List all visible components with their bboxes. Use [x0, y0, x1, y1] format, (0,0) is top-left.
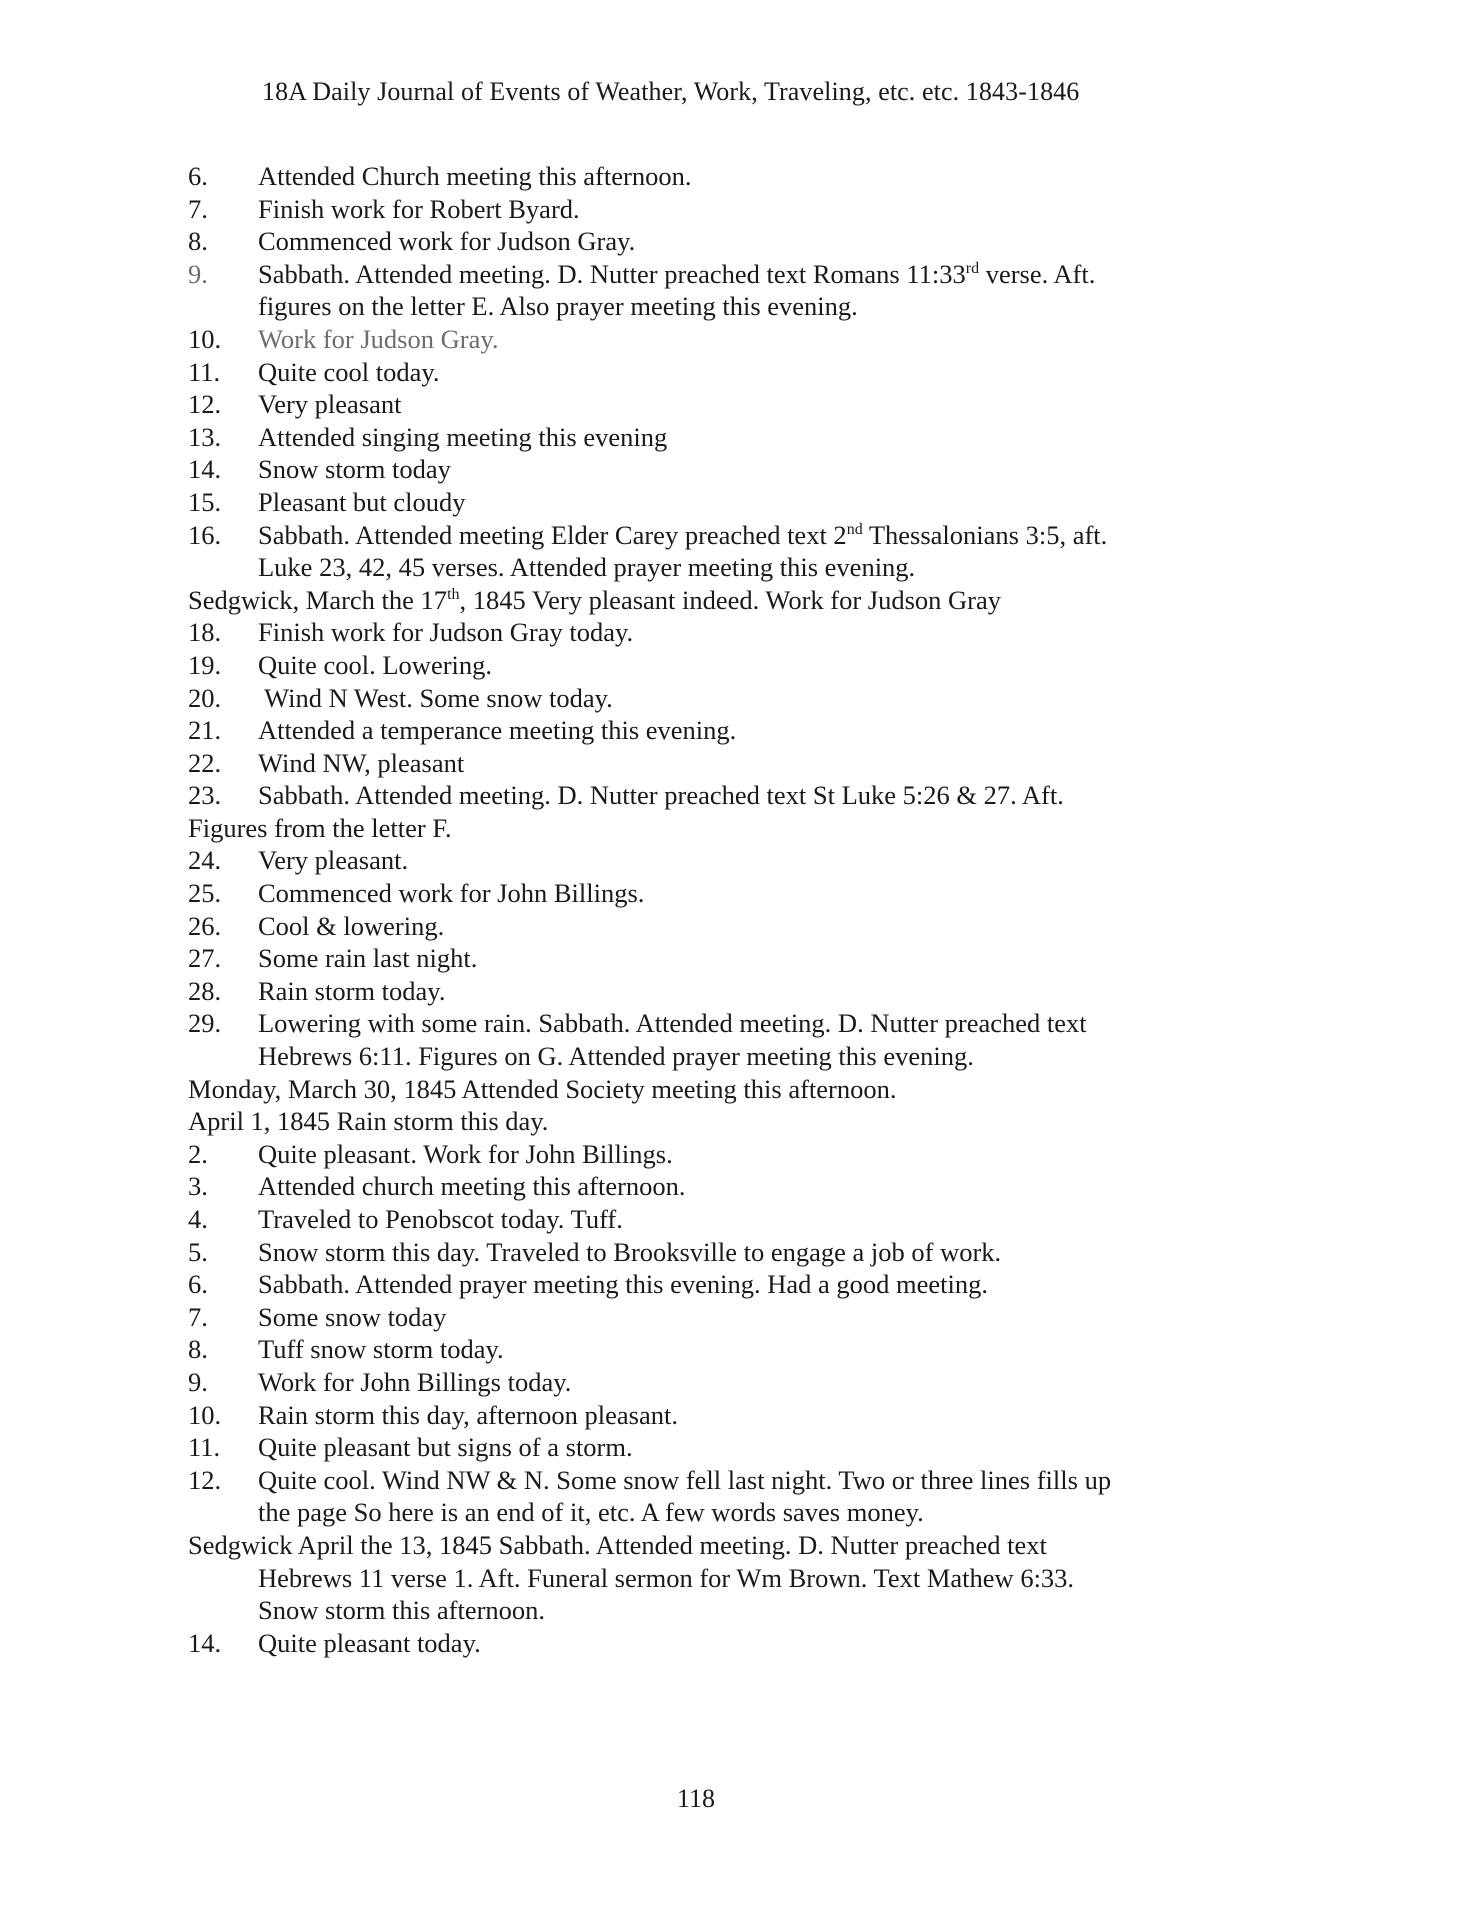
ordinal-suffix: th [447, 585, 460, 603]
journal-entry [188, 616, 1248, 649]
entry-text: Sedgwick, March the 17 [188, 584, 448, 615]
entry-number: 10. [188, 1399, 222, 1430]
entry-text: Finish work for Judson Gray today. [258, 617, 634, 648]
journal-entry [188, 844, 1248, 877]
entry-number: 8. [188, 226, 208, 257]
journal-entry [188, 1464, 1248, 1529]
entry-continuation: Hebrews 6:11. Figures on G. Attended prayer meeting this evening. [258, 1041, 974, 1072]
entry-text: , 1845 Very pleasant indeed. Work for Judson Gray [459, 584, 1002, 615]
entry-text: Quite pleasant. Work for John Billings. [258, 1138, 673, 1169]
entry-number: 5. [188, 1236, 208, 1267]
entry-text: Quite cool. Wind NW & N. Some snow fell last night. Two or three lines fills up [258, 1464, 1112, 1495]
entry-number: 14. [188, 454, 222, 485]
entry-continuation: Luke 23, 42, 45 verses. Attended prayer meeting this evening. [258, 552, 916, 583]
entry-number: 14. [188, 1627, 222, 1658]
journal-entry [188, 1301, 1248, 1334]
entry-text: verse. Aft. [979, 258, 1096, 289]
entry-continuation: Snow storm this afternoon. [258, 1595, 546, 1626]
entry-text: Commenced work for John Billings. [258, 878, 645, 909]
journal-entry [188, 388, 1248, 421]
journal-entry [188, 356, 1248, 389]
journal-entry [188, 1268, 1248, 1301]
journal-entry [188, 910, 1248, 943]
journal-entry [188, 519, 1248, 584]
entry-text: Finish work for Robert Byard. [258, 193, 580, 224]
entry-text: Attended church meeting this afternoon. [258, 1171, 686, 1202]
entry-number: 2. [188, 1138, 208, 1169]
journal-entry-continuation [188, 812, 1248, 845]
entry-text: Figures from the letter F. [188, 812, 452, 843]
entry-text: Quite pleasant but signs of a storm. [258, 1432, 633, 1463]
entry-number: 8. [188, 1334, 208, 1365]
ordinal-suffix: rd [965, 259, 980, 277]
entry-number: 26. [188, 910, 222, 941]
entry-text: Sabbath. Attended meeting. D. Nutter preached text Romans 11:33 [258, 258, 966, 289]
entry-number: 28. [188, 975, 222, 1006]
entry-text: Quite cool. Lowering. [258, 649, 493, 680]
entry-number: 16. [188, 519, 222, 550]
entry-text: Lowering with some rain. Sabbath. Attended meeting. D. Nutter preached text [258, 1008, 1087, 1039]
entry-text: Rain storm today. [258, 975, 446, 1006]
journal-entry [188, 747, 1248, 780]
journal-entries [188, 160, 1248, 1659]
entry-number: 15. [188, 486, 222, 517]
entry-number: 7. [188, 193, 208, 224]
journal-entry [188, 453, 1248, 486]
entry-number: 6. [188, 161, 208, 191]
entry-number: 9. [188, 1366, 208, 1397]
journal-entry-dated [188, 1105, 1248, 1138]
journal-entry [188, 714, 1248, 747]
journal-entry [188, 1007, 1248, 1072]
entry-text: Commenced work for Judson Gray. [258, 226, 636, 257]
entry-text: Sabbath. Attended prayer meeting this evening. Had a good meeting. [258, 1269, 989, 1300]
entry-continuation: figures on the letter E. Also prayer meeting this evening. [258, 291, 858, 322]
entry-number: 24. [188, 845, 222, 876]
journal-entry [188, 258, 1248, 323]
entry-number: 23. [188, 780, 222, 811]
journal-entry-dated [188, 584, 1248, 617]
entry-text: Pleasant but cloudy [258, 486, 466, 517]
journal-entry [188, 649, 1248, 682]
entry-text: April 1, 1845 Rain storm this day. [188, 1106, 549, 1137]
entry-number: 19. [188, 649, 222, 680]
entry-number: 21. [188, 715, 222, 746]
entry-text: Attended singing meeting this evening [258, 421, 668, 452]
journal-entry [188, 1203, 1248, 1236]
journal-entry-dated [188, 1073, 1248, 1106]
journal-entry [188, 779, 1248, 812]
entry-text: Quite pleasant today. [258, 1627, 481, 1658]
entry-text: Sabbath. Attended meeting Elder Carey preached text 2 [258, 519, 847, 550]
entry-number: 3. [188, 1171, 208, 1202]
entry-number: 11. [188, 356, 221, 387]
entry-text: Traveled to Penobscot today. Tuff. [258, 1204, 623, 1234]
journal-entry [188, 1236, 1248, 1269]
entry-text: Wind NW, pleasant [258, 747, 465, 778]
journal-entry-dated [188, 1529, 1248, 1627]
entry-text: Attended Church meeting this afternoon. [258, 161, 692, 191]
entry-text: Snow storm today [258, 454, 451, 485]
entry-number: 7. [188, 1301, 208, 1332]
entry-number: 12. [188, 389, 222, 420]
journal-entry [188, 942, 1248, 975]
entry-text: Tuff snow storm today. [258, 1334, 504, 1365]
entry-number: 11. [188, 1432, 221, 1463]
entry-number: 12. [188, 1464, 222, 1495]
entry-text: Very pleasant [258, 389, 402, 420]
entry-text: Work for John Billings today. [258, 1366, 572, 1397]
entry-number: 6. [188, 1269, 208, 1300]
journal-entry [188, 877, 1248, 910]
journal-entry [188, 193, 1248, 226]
entry-text: Sedgwick April the 13, 1845 Sabbath. Attended meeting. D. Nutter preached text [188, 1529, 1047, 1560]
entry-text: Monday, March 30, 1845 Attended Society meeting this afternoon. [188, 1073, 897, 1104]
entry-text: Attended a temperance meeting this evening. [258, 715, 737, 746]
journal-entry [188, 975, 1248, 1008]
entry-text: Rain storm this day, afternoon pleasant. [258, 1399, 678, 1430]
entry-text: Wind N West. Some snow today. [258, 682, 613, 713]
page-number: 118 [677, 1784, 716, 1813]
entry-number: 13. [188, 421, 222, 452]
entry-text: Sabbath. Attended meeting. D. Nutter preached text St Luke 5:26 & 27. Aft. [258, 780, 1064, 811]
ordinal-suffix: nd [846, 520, 863, 538]
journal-entry [188, 1431, 1248, 1464]
entry-text: Some rain last night. [258, 943, 478, 974]
journal-entry [188, 1333, 1248, 1366]
journal-entry [188, 1170, 1248, 1203]
journal-entry [188, 421, 1248, 454]
journal-entry [188, 1627, 1248, 1660]
journal-entry [188, 160, 1248, 193]
entry-number: 10. [188, 323, 222, 354]
entry-number: 9. [188, 258, 208, 289]
entry-text: Work for Judson Gray. [258, 323, 499, 354]
page-title: 18A Daily Journal of Events of Weather, Work, Traveling, etc. etc. 1843-1846 [262, 77, 1080, 106]
journal-entry [188, 323, 1248, 356]
journal-entry [188, 225, 1248, 258]
journal-entry [188, 1399, 1248, 1432]
entry-number: 20. [188, 682, 222, 713]
entry-continuation: the page So here is an end of it, etc. A few words saves money. [258, 1497, 924, 1528]
journal-entry [188, 1138, 1248, 1171]
entry-text: Some snow today [258, 1301, 447, 1332]
entry-number: 22. [188, 747, 222, 778]
entry-text: Cool & lowering. [258, 910, 445, 941]
entry-number: 25. [188, 878, 222, 909]
journal-entry [188, 682, 1248, 715]
entry-text: Snow storm this day. Traveled to Brooksville to engage a job of work. [258, 1236, 1002, 1267]
entry-number: 18. [188, 617, 222, 648]
entry-continuation: Hebrews 11 verse 1. Aft. Funeral sermon for Wm Brown. Text Mathew 6:33. [258, 1562, 1075, 1593]
journal-entry [188, 486, 1248, 519]
entry-text: Thessalonians 3:5, aft. [862, 519, 1108, 550]
entry-number: 29. [188, 1008, 222, 1039]
entry-text: Quite cool today. [258, 356, 440, 387]
entry-text: Very pleasant. [258, 845, 409, 876]
entry-number: 27. [188, 943, 222, 974]
journal-entry [188, 1366, 1248, 1399]
entry-number: 4. [188, 1204, 208, 1234]
